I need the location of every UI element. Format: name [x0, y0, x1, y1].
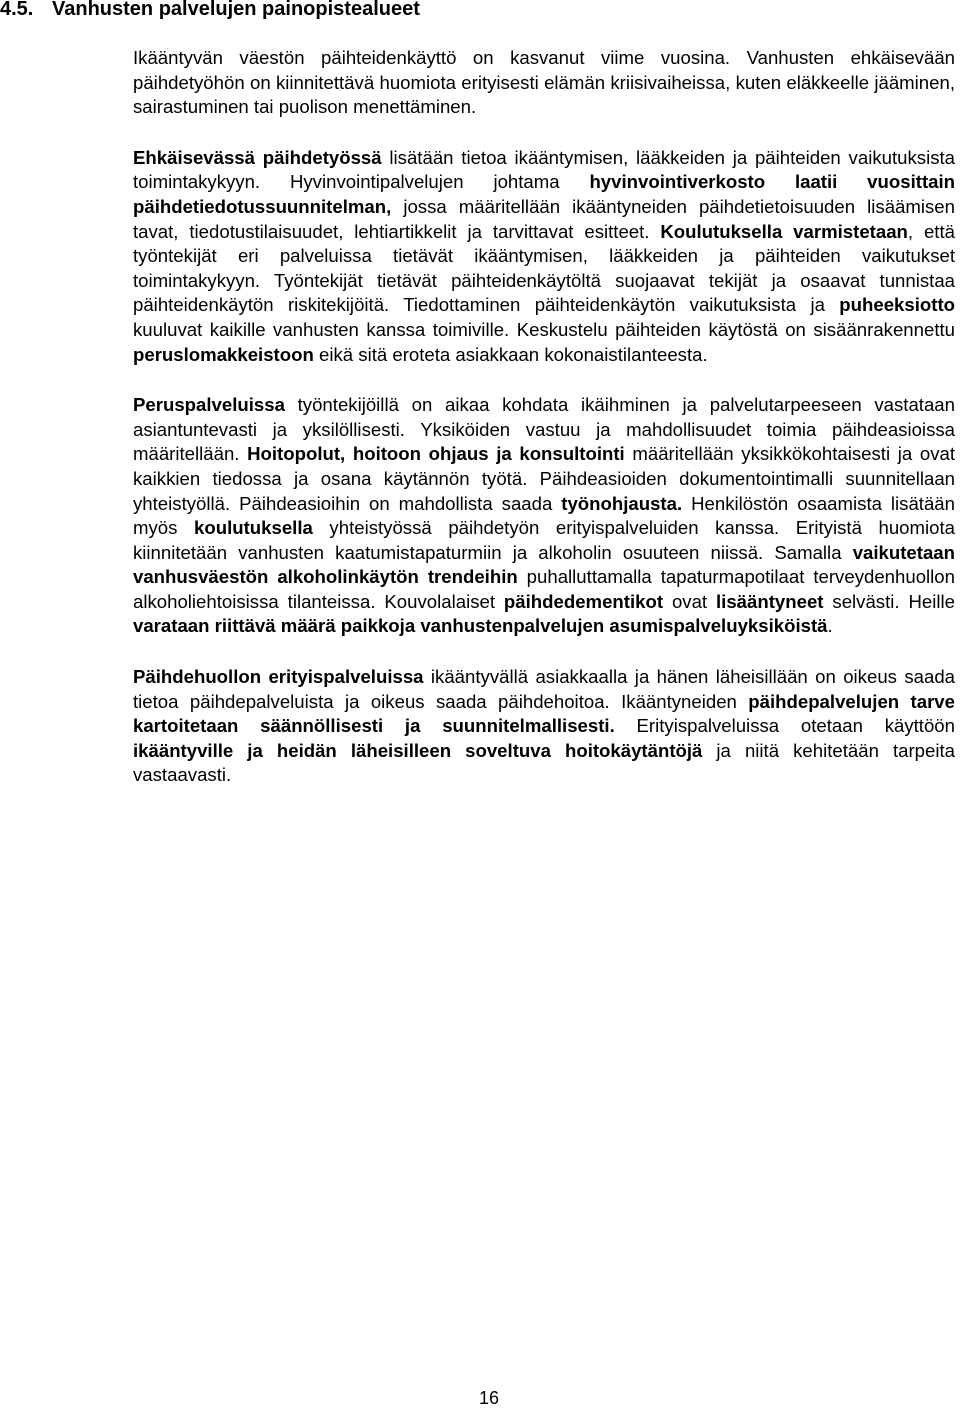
paragraph-basic-services	[133, 393, 955, 639]
emphasis-text: Hoitopolut, hoitoon ohjaus ja konsultointi	[247, 443, 625, 465]
text-run: kuuluvat kaikille vanhusten kanssa toimiville. Keskustelu päihteiden käytöstä on sisäänrakennettu	[133, 318, 955, 340]
text-run: Erityispalveluissa otetaan käyttöön	[614, 715, 955, 737]
paragraph-intro	[133, 46, 955, 120]
body-text	[133, 46, 955, 788]
emphasis-text: ikääntyville ja heidän läheisilleen soveltuva hoitokäytäntöjä	[133, 739, 703, 761]
emphasis-text: päihdepalvelujen tarve kartoitetaan säännöllisesti ja suunnitelmallisesti.	[133, 690, 955, 737]
emphasis-text: vaikutetaan vanhusväestön alkoholinkäytön trendeihin	[133, 541, 955, 588]
emphasis-text: päihdedementikot	[503, 590, 664, 612]
emphasis-text: Ehkäisevässä päihdetyössä	[133, 146, 382, 168]
emphasis-text: puheeksiotto	[839, 294, 955, 316]
text-run: selvästi. Heille	[823, 590, 955, 612]
text-run: yhteistyössä päihdetyön erityispalveluiden kanssa. Erityistä huomiota kiinnitetään vanhusten kaatumistapaturmiin ja alkoholin osuuteen niissä. Samalla	[133, 517, 955, 563]
text-run: ja niitä kehitetään tarpeita vastaavasti.	[133, 739, 955, 786]
section-heading	[0, 0, 420, 22]
emphasis-text: koulutuksella	[194, 517, 313, 539]
text-run: ovat	[663, 590, 716, 612]
emphasis-text: työnohjausta.	[561, 492, 683, 514]
text-run: ikääntyvällä asiakkaalla ja hänen läheisillään on oikeus saada tietoa päihdepalveluista ja oikeus saada päihdehoitoa. Ikääntyneiden	[133, 666, 955, 712]
emphasis-text: Peruspalveluissa	[133, 394, 285, 416]
text-run: eikä sitä eroteta asiakkaan kokonaistilanteesta.	[313, 343, 708, 365]
section-number: 4.5.	[0, 0, 34, 20]
text-run: .	[827, 615, 833, 637]
text-run: jossa määritellään ikääntyneiden päihdetietoisuuden lisäämisen tavat, tiedotustilaisuudet, lehtiartikkelit ja tarvittavat esitteet.	[133, 195, 955, 242]
text-run: työntekijöillä on aikaa kohdata ikäihminen ja palvelutarpeeseen vastataan asiantuntevasti ja yksilöllisesti. Yksiköiden vastuu ja mahdollisuudet toimia päihdeasioissa määritellään.	[133, 394, 955, 465]
text-run: lisätään tietoa ikääntymisen, lääkkeiden ja päihteiden vaikutuksista toimintakykyyn. Hyvinvointipalvelujen johtama	[133, 146, 956, 193]
paragraph-special-services	[133, 665, 955, 788]
paragraph-preventive-work	[133, 146, 955, 367]
page-number: 16	[478, 1388, 500, 1408]
emphasis-text: lisääntyneet	[716, 590, 824, 612]
text-run: Henkilöstön osaamista lisätään myös	[133, 492, 955, 539]
emphasis-text: Päihdehuollon erityispalveluissa	[133, 666, 424, 688]
text-run: , että työntekijät eri palveluissa tietävät ikääntymisen, lääkkeiden ja päihteiden vaikutukset toimintakykyyn. Työntekijät tietävät päihteidenkäytöltä suojaavat tekijät ja osaavat tunnistaa päihteidenkäytön riskitekijöitä. Tiedottaminen päihteidenkäytön vaikutuksista ja	[133, 220, 955, 316]
emphasis-text: varataan riittävä määrä paikkoja vanhustenpalvelujen asumispalveluyksiköistä	[133, 615, 828, 637]
text-run: puhalluttamalla tapaturmapotilaat terveydenhuollon alkoholiehtoisissa tilanteissa. Kouvolalaiset	[133, 566, 955, 612]
section-title: Vanhusten palvelujen painopistealueet	[52, 0, 420, 20]
emphasis-text: peruslomakkeistoon	[133, 343, 314, 365]
text-run: Ikääntyvän väestön päihteidenkäyttö on kasvanut viime vuosina. Vanhusten ehkäisevään päihdetyöhön on kiinnitettävä huomiota erityisesti elämän kriisivaiheissa, kuten eläkkeelle jääminen, sairastuminen tai puolison menettäminen.	[133, 47, 955, 118]
emphasis-text: hyvinvointiverkosto laatii vuosittain päihdetiedotussuunnitelman,	[133, 171, 955, 217]
emphasis-text: Koulutuksella varmistetaan	[660, 220, 908, 242]
text-run: määritellään yksikkökohtaisesti ja ovat kaikkien tiedossa ja osana käytännön työtä. Päihdeasioiden dokumentointimalli suunnitellaan yhteistyöllä. Päihdeasioihin on mahdollista saada	[133, 443, 955, 514]
